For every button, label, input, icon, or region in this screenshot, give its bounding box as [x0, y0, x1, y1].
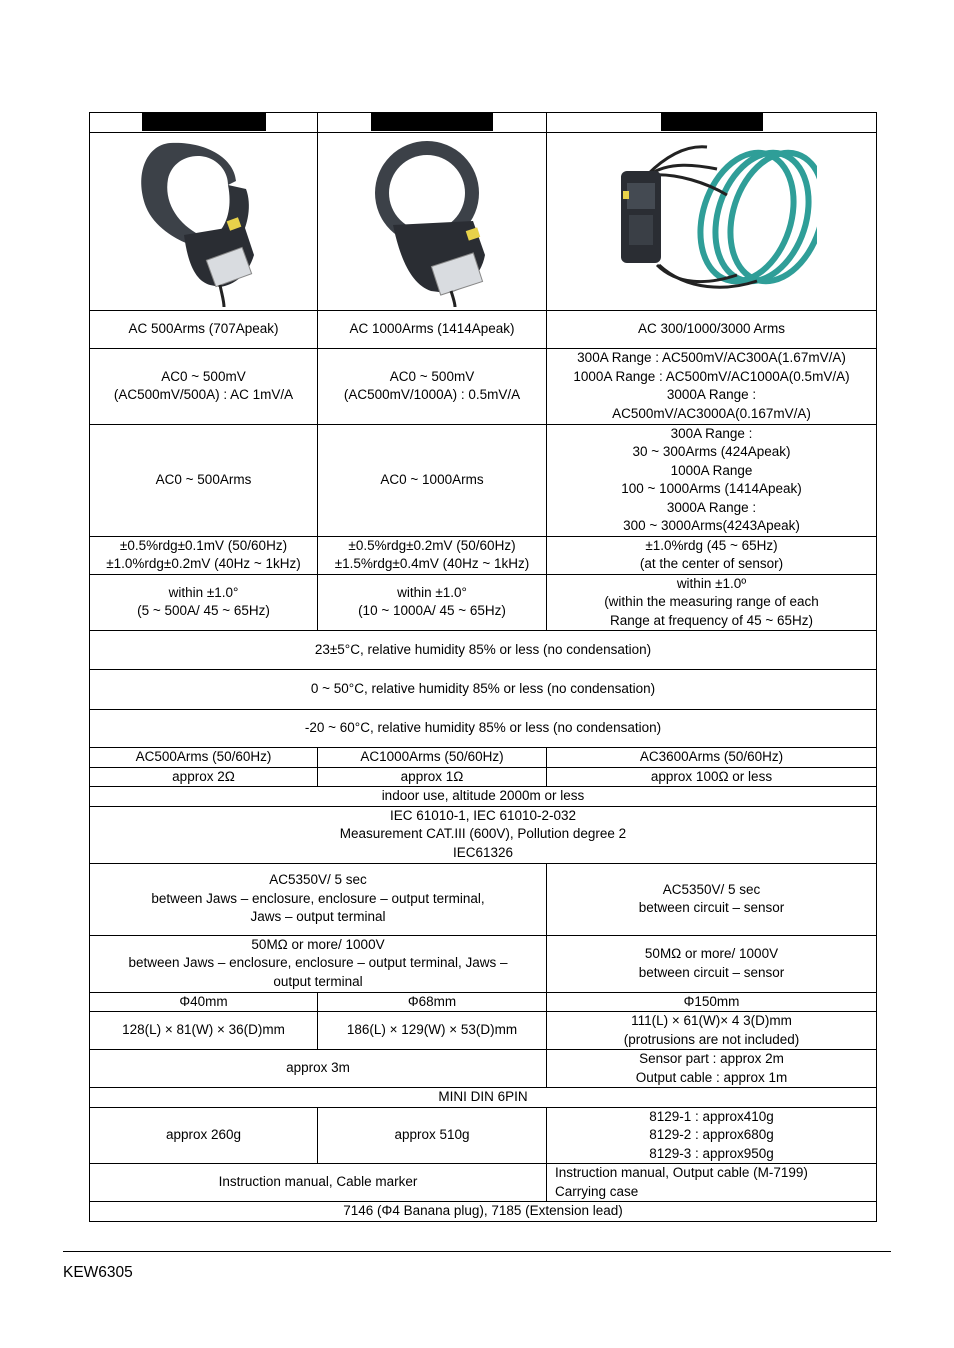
withstand-cell: AC5350V/ 5 sec between circuit – sensor — [547, 863, 877, 935]
measuring-cell: 300A Range : 30 ~ 300Arms (424Apeak) 1000A Range 100 ~ 1000Arms (1414Apeak) 3000A Range : 300 ~ 3000Arms(4243Apeak) — [547, 424, 877, 536]
weight-cell: approx 510g — [318, 1107, 547, 1164]
overload-cell: AC1000Arms (50/60Hz) — [318, 748, 547, 768]
row-conductor — [90, 992, 877, 1012]
conductor-cell: Φ150mm — [547, 992, 877, 1012]
model-name-redacted — [661, 113, 763, 131]
image-cell-2 — [318, 132, 547, 310]
phase-cell: within ±1.0º (within the measuring range of each Range at frequency of 45 ~ 65Hz) — [547, 574, 877, 631]
row-location — [90, 787, 877, 807]
image-cell-3 — [547, 132, 877, 310]
row-optional — [90, 1202, 877, 1222]
row-phase — [90, 574, 877, 631]
temp-storage-cell: -20 ~ 60°C, relative humidity 85% or less (no condensation) — [90, 710, 877, 748]
measuring-cell: AC0 ~ 500Arms — [90, 424, 318, 536]
withstand-cell: AC5350V/ 5 sec between Jaws – enclosure, enclosure – output terminal, Jaws – output terminal — [90, 863, 547, 935]
flexible-sensor-image — [607, 135, 817, 307]
weight-cell: 8129-1 : approx410g 8129-2 : approx680g 8129-3 : approx950g — [547, 1107, 877, 1164]
conductor-cell: Φ68mm — [318, 992, 547, 1012]
temp-accuracy-cell: 23±5°C, relative humidity 85% or less (no condensation) — [90, 631, 877, 670]
optional-cell: 7146 (Φ4 Banana plug), 7185 (Extension lead) — [90, 1202, 877, 1222]
output-cell: 300A Range : AC500mV/AC300A(1.67mV/A) 1000A Range : AC500mV/AC1000A(0.5mV/A) 3000A Range : AC500mV/AC3000A(0.167mV/A) — [547, 348, 877, 424]
range-cell: AC 500Arms (707Apeak) — [90, 310, 318, 348]
header-cell-2 — [318, 113, 547, 133]
connector-cell: MINI DIN 6PIN — [90, 1088, 877, 1108]
specification-table — [89, 112, 877, 1222]
accuracy-cell: ±1.0%rdg (45 ~ 65Hz) (at the center of sensor) — [547, 536, 877, 574]
row-insulation — [90, 935, 877, 992]
footer-divider — [63, 1251, 891, 1252]
output-cell: AC0 ~ 500mV (AC500mV/1000A) : 0.5mV/A — [318, 348, 547, 424]
image-row — [90, 132, 877, 310]
row-range — [90, 310, 877, 348]
accessories-cell: Instruction manual, Cable marker — [90, 1164, 547, 1202]
header-cell-1 — [90, 113, 318, 133]
row-output — [90, 348, 877, 424]
row-impedance — [90, 767, 877, 787]
row-withstand — [90, 863, 877, 935]
header-cell-3 — [547, 113, 877, 133]
cable-cell: Sensor part : approx 2m Output cable : approx 1m — [547, 1050, 877, 1088]
overload-cell: AC3600Arms (50/60Hz) — [547, 748, 877, 768]
clamp-sensor-large-image — [347, 135, 517, 307]
range-cell: AC 1000Arms (1414Apeak) — [318, 310, 547, 348]
image-cell-1 — [90, 132, 318, 310]
row-overload — [90, 748, 877, 768]
output-cell: AC0 ~ 500mV (AC500mV/500A) : AC 1mV/A — [90, 348, 318, 424]
overload-cell: AC500Arms (50/60Hz) — [90, 748, 318, 768]
row-measuring-range — [90, 424, 877, 536]
dimensions-cell: 111(L) × 61(W)× 4 3(D)mm (protrusions are not included) — [547, 1012, 877, 1050]
dimensions-cell: 128(L) × 81(W) × 36(D)mm — [90, 1012, 318, 1050]
impedance-cell: approx 2Ω — [90, 767, 318, 787]
impedance-cell: approx 1Ω — [318, 767, 547, 787]
model-name-redacted — [142, 113, 266, 131]
weight-cell: approx 260g — [90, 1107, 318, 1164]
standards-cell: IEC 61010-1, IEC 61010-2-032 Measurement CAT.III (600V), Pollution degree 2 IEC61326 — [90, 806, 877, 863]
cable-cell: approx 3m — [90, 1050, 547, 1088]
row-cable — [90, 1050, 877, 1088]
range-cell: AC 300/1000/3000 Arms — [547, 310, 877, 348]
conductor-cell: Φ40mm — [90, 992, 318, 1012]
accuracy-cell: ±0.5%rdg±0.1mV (50/60Hz) ±1.0%rdg±0.2mV (40Hz ~ 1kHz) — [90, 536, 318, 574]
phase-cell: within ±1.0° (10 ~ 1000A/ 45 ~ 65Hz) — [318, 574, 547, 631]
location-cell: indoor use, altitude 2000m or less — [90, 787, 877, 807]
insulation-cell: 50MΩ or more/ 1000V between circuit – sensor — [547, 935, 877, 992]
model-name-redacted — [371, 113, 493, 131]
header-row — [90, 113, 877, 133]
insulation-cell: 50MΩ or more/ 1000V between Jaws – enclosure, enclosure – output terminal, Jaws – output terminal — [90, 935, 547, 992]
phase-cell: within ±1.0° (5 ~ 500A/ 45 ~ 65Hz) — [90, 574, 318, 631]
row-accuracy — [90, 536, 877, 574]
temp-operating-cell: 0 ~ 50°C, relative humidity 85% or less (no condensation) — [90, 670, 877, 710]
row-weight — [90, 1107, 877, 1164]
row-connector — [90, 1088, 877, 1108]
row-temp-operating — [90, 670, 877, 710]
row-accessories — [90, 1164, 877, 1202]
impedance-cell: approx 100Ω or less — [547, 767, 877, 787]
footer-model: KEW6305 — [63, 1264, 133, 1281]
row-temp-storage — [90, 710, 877, 748]
dimensions-cell: 186(L) × 129(W) × 53(D)mm — [318, 1012, 547, 1050]
clamp-sensor-small-image — [124, 135, 284, 307]
accessories-cell: Instruction manual, Output cable (M-7199) Carrying case — [547, 1164, 877, 1202]
row-standards — [90, 806, 877, 863]
row-temp-accuracy — [90, 631, 877, 670]
row-dimensions — [90, 1012, 877, 1050]
measuring-cell: AC0 ~ 1000Arms — [318, 424, 547, 536]
accuracy-cell: ±0.5%rdg±0.2mV (50/60Hz) ±1.5%rdg±0.4mV (40Hz ~ 1kHz) — [318, 536, 547, 574]
